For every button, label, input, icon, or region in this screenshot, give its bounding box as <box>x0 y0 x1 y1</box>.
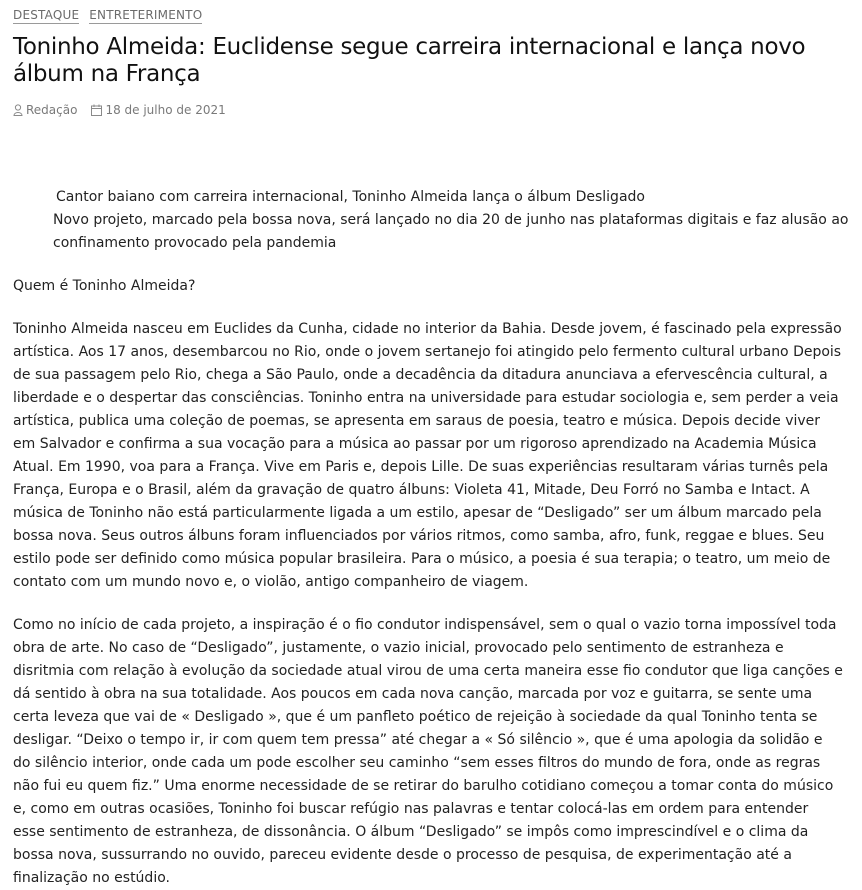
article-lead <box>53 186 849 255</box>
paragraph: Toninho Almeida nasceu em Euclides da Cunha, cidade no interior da Bahia. Desde jovem, é fascinado pela expressão artística. Aos 17 anos, desembarcou no Rio, onde o jovem sertanejo foi atingido pelo fermento cultural urbano Depois de sua passagem pelo Rio, chega a São Paulo, onde a decadência da ditadura anunciava a efervescência cultural, a liberdade e o despertar das consciências. Toninho entra na universidade para estudar sociologia e, sem perder a veia artística, publica uma coleção de poemas, se apresenta em saraus de poesia, teatro e música. Depois decide viver em Salvador e confirma a sua vocação para a música ao passar por um rigoroso aprendizado na Academia Música Atual. Em 1990, voa para a França. Vive em Paris e, depois Lille. De suas experiências resultaram várias turnês pela França, Europa e o Brasil, além da gravação de quatro álbuns: Violeta 41, Mitade, Deu Forró no Samba e Intact. A música de Toninho não está particularmente ligada a um estilo, apesar de “Desligado” ser um álbum marcado pela bossa nova. Seus outros álbuns foram influenciados por vários ritmos, como samba, afro, funk, reggae e blues. Seu estilo pode ser definido como música popular brasileira. Para o músico, a poesia é sua terapia; o teatro, um meio de contato com um mundo novo e, o violão, antigo companheiro de viagem. <box>13 321 842 590</box>
author-link[interactable]: Redação <box>26 103 78 117</box>
date-meta <box>91 103 225 117</box>
user-icon <box>13 104 23 116</box>
category-link-entreterimento[interactable]: ENTRETERIMENTO <box>89 8 203 22</box>
paragraph: Como no início de cada projeto, a inspiração é o fio condutor indispensável, sem o qual o vazio torna impossível toda obra de arte. No caso de “Desligado”, justamente, o vazio inicial, provocado pelo sentimento de estranheza e disritmia com relação à evolução da sociedade atual virou de uma certa maneira esse fio condutor que liga canções e dá sentido à obra na sua totalidade. Aos poucos em cada nova canção, marcada por voz e guitarra, se sente uma certa leveza que vai de « Desligado », que é um panfleto poético de rejeição à sociedade da qual Toninho tenta se desligar. “Deixo o tempo ir, ir com quem tem pressa” até chegar a « Só silêncio », que é uma apologia da solidão e do silêncio interior, onde cada um pode escolher seu caminho “sem esses filtros do mundo de fora, onde as regras não fui eu quem fiz.” Uma enorme necessidade de se retirar do barulho cotidiano começou a tomar conta do músico e, como em outras ocasiões, Toninho foi buscar refúgio nas palavras e tentar colocá-las em ordem para entender esse sentimento de estranheza, de dissonância. O álbum “Desligado” se impôs como imprescindível e o clima da bossa nova, sussurrando no ouvido, pareceu evidente desde o processo de pesquisa, de experimentação até a finalização no estúdio. <box>13 617 843 886</box>
lead-subheadline: Novo projeto, marcado pela bossa nova, será lançado no dia 20 de junho nas plataformas digitais e faz alusão ao confinamento provocado pela pandemia <box>53 212 849 251</box>
calendar-icon <box>91 104 102 116</box>
category-link-destaque[interactable]: DESTAQUE <box>13 8 80 22</box>
article-content <box>13 186 849 890</box>
article-meta <box>13 103 849 117</box>
category-links <box>13 8 849 22</box>
date-link[interactable]: 18 de julho de 2021 <box>105 103 226 117</box>
author-meta <box>13 103 77 117</box>
section-question: Quem é Toninho Almeida? <box>13 278 196 294</box>
article-title: Toninho Almeida: Euclidense segue carreira internacional e lança novo álbum na França <box>13 34 806 87</box>
lead-headline: Cantor baiano com carreira internacional, Toninho Almeida lança o álbum Desligado <box>56 189 645 205</box>
